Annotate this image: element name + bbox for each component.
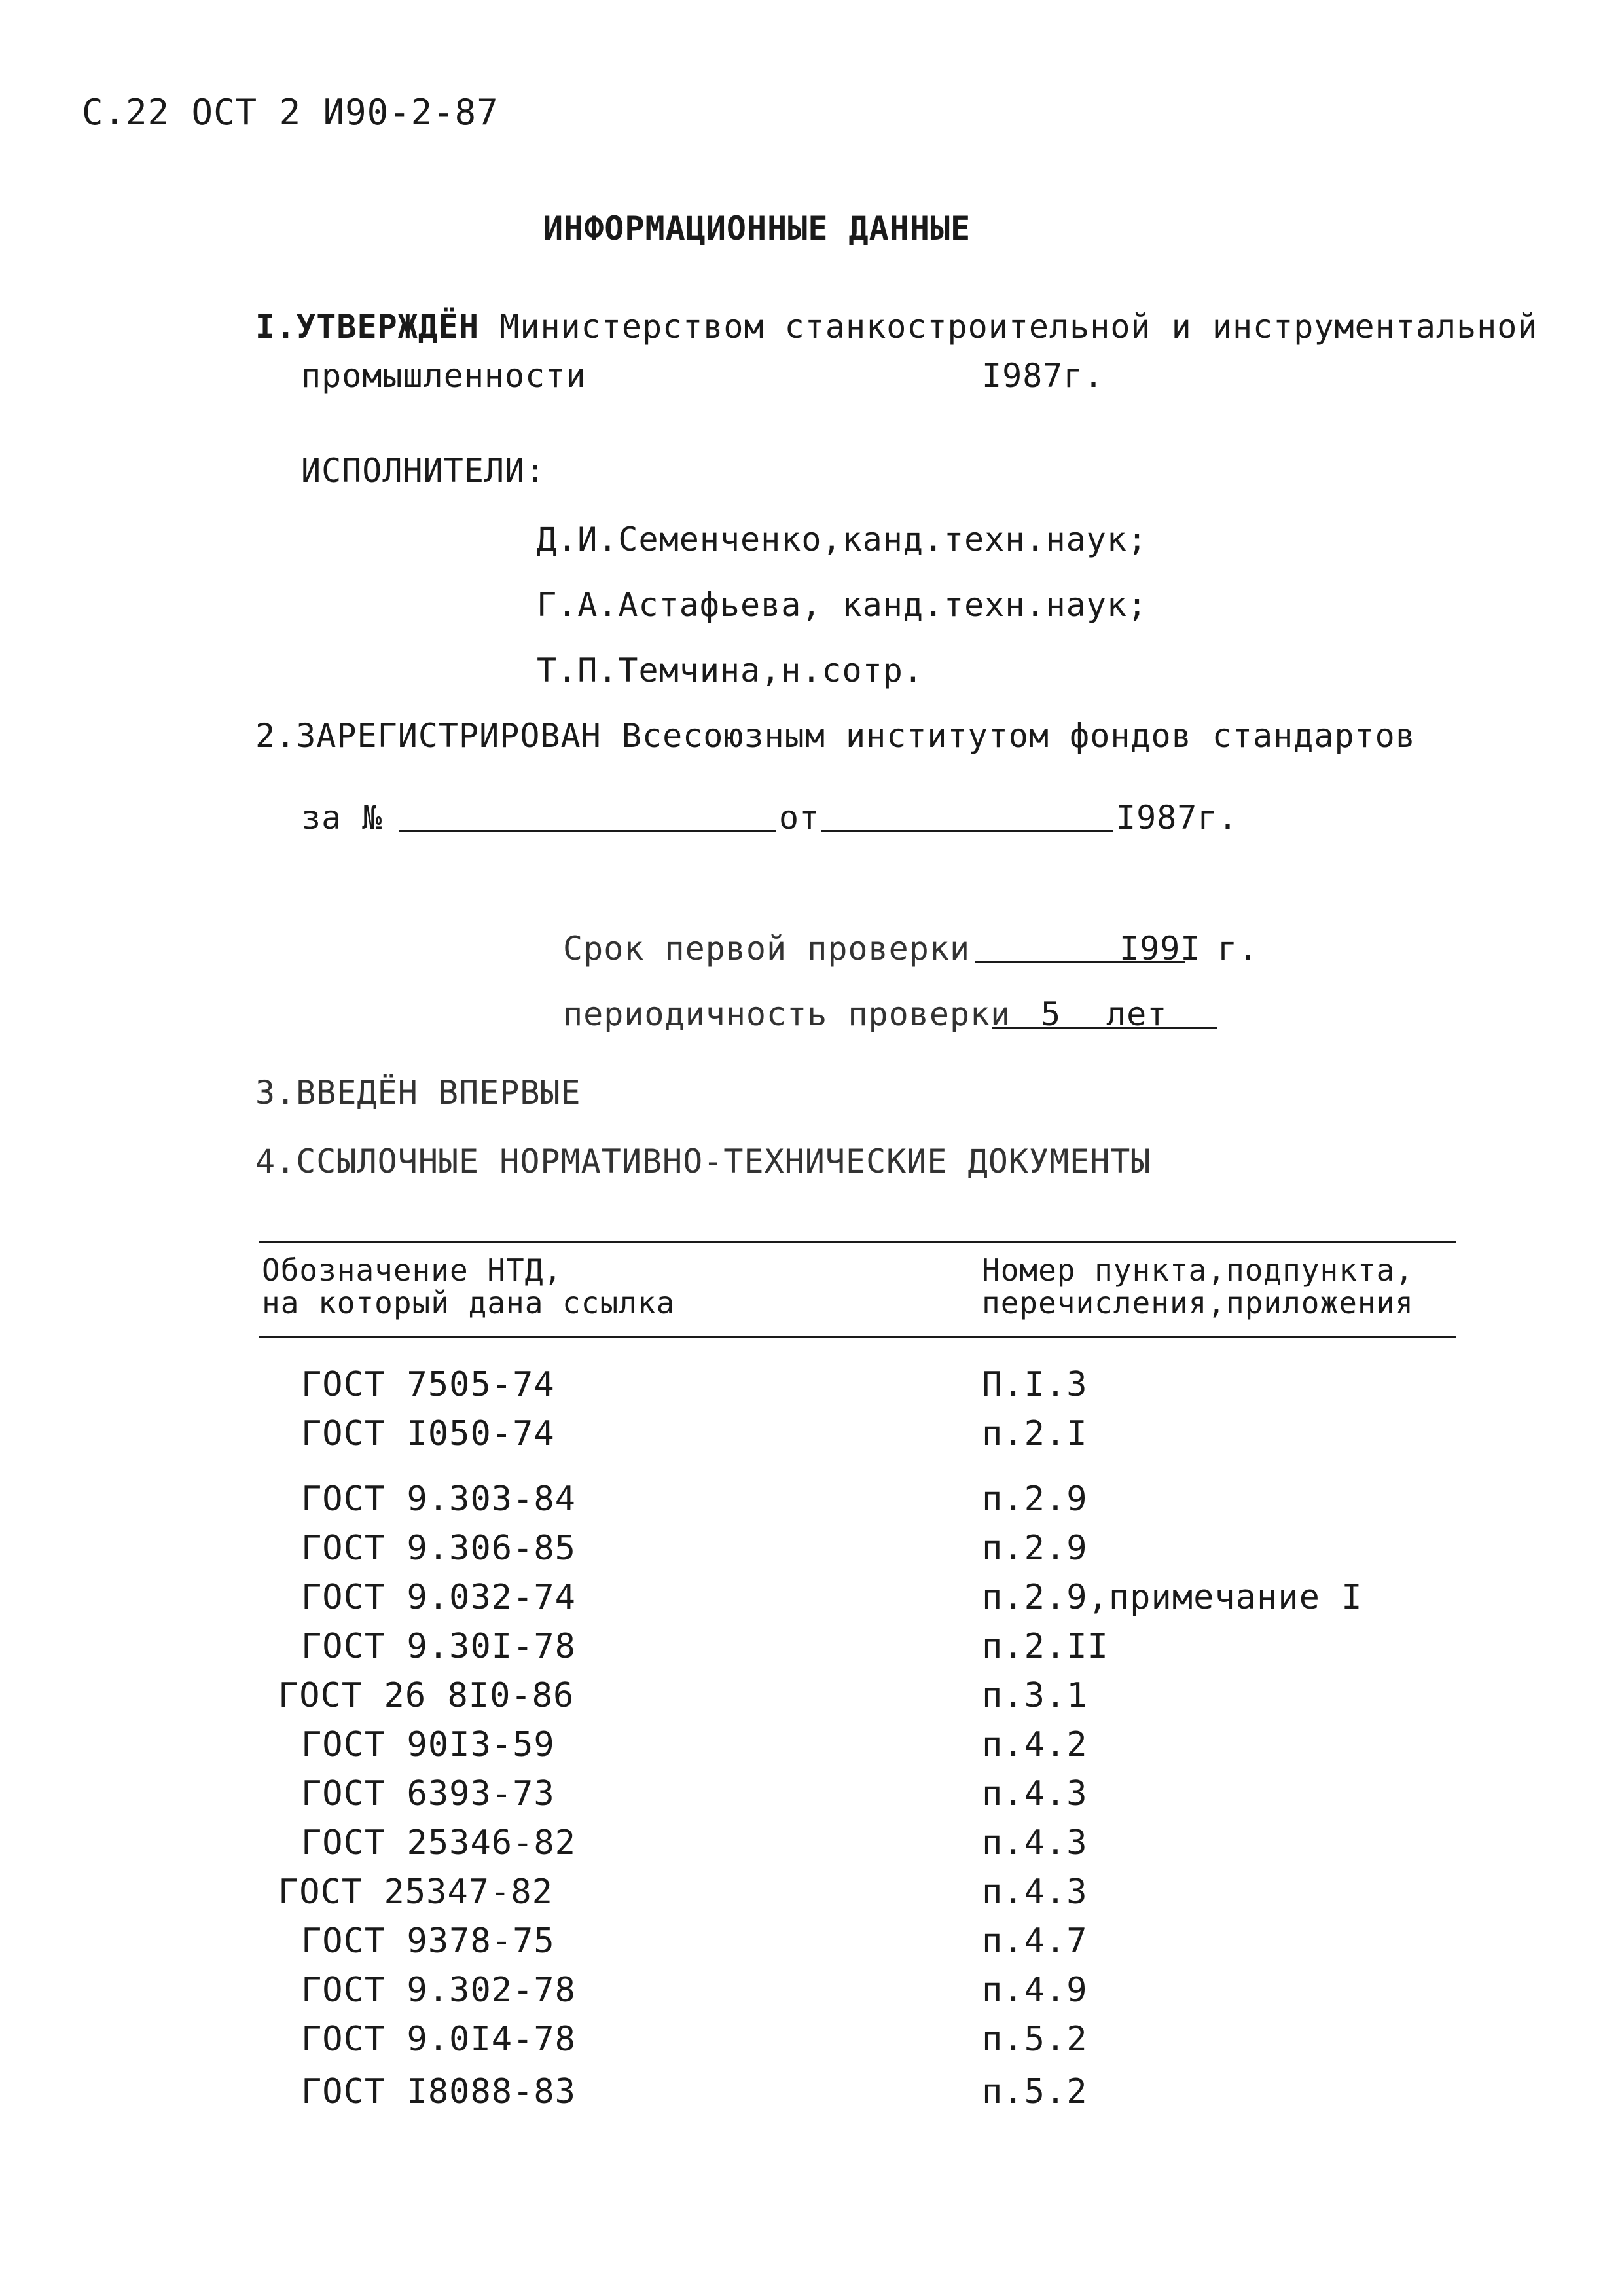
row-document: ГОСТ I8088-83 bbox=[301, 2072, 576, 2111]
row-reference: п.4.3 bbox=[982, 1774, 1088, 1813]
row-document: ГОСТ I050-74 bbox=[301, 1414, 555, 1453]
row-reference: п.4.2 bbox=[982, 1725, 1088, 1764]
item1-label: I.УТВЕРЖДЁН bbox=[255, 308, 480, 346]
table-header-col1 bbox=[262, 1254, 675, 1319]
registration-number-label: за № bbox=[301, 799, 383, 837]
item3: 3.ВВЕДЁН ВПЕРВЫЕ bbox=[255, 1074, 581, 1112]
item1-text: Министерством станкостроительной и инструментальной bbox=[499, 308, 1538, 346]
row-document: ГОСТ 9.302-78 bbox=[301, 1971, 576, 2010]
row-document: ГОСТ 26 8I0-86 bbox=[278, 1676, 575, 1715]
row-document: ГОСТ 9.303-84 bbox=[301, 1480, 576, 1519]
row-document: ГОСТ 9.032-74 bbox=[301, 1578, 576, 1617]
row-reference: п.2.II bbox=[982, 1627, 1109, 1666]
table-header-col2-line1: Номер пункта,подпункта, bbox=[982, 1252, 1414, 1288]
executor-3: Т.П.Темчина,н.сотр. bbox=[537, 651, 924, 689]
review-period-value: 5 bbox=[1041, 995, 1062, 1033]
first-review-year: I99I bbox=[1119, 930, 1201, 968]
item2-text: Всесоюзным институтом фондов стандартов bbox=[621, 717, 1416, 755]
row-reference: п.4.9 bbox=[982, 1971, 1088, 2010]
executor-2: Г.А.Астафьева, канд.техн.наук; bbox=[537, 586, 1148, 624]
item1-year: I987г. bbox=[982, 357, 1104, 395]
row-reference: п.4.3 bbox=[982, 1872, 1088, 1912]
table-header-col1-line2: на который дана ссылка bbox=[262, 1285, 676, 1321]
row-reference: п.5.2 bbox=[982, 2072, 1088, 2111]
first-review-label: Срок первой проверки bbox=[563, 930, 971, 968]
row-document: ГОСТ 9.0I4-78 bbox=[301, 2020, 576, 2059]
registration-from-label: от bbox=[779, 799, 820, 837]
row-reference: п.2.9 bbox=[982, 1480, 1088, 1519]
row-document: ГОСТ 25347-82 bbox=[278, 1872, 553, 1912]
row-reference: п.2.I bbox=[982, 1414, 1088, 1453]
executors-label: ИСПОЛНИТЕЛИ: bbox=[301, 452, 546, 490]
row-document: ГОСТ 90I3-59 bbox=[301, 1725, 555, 1764]
review-period-blank bbox=[992, 1027, 1217, 1029]
row-reference: п.4.7 bbox=[982, 1922, 1088, 1961]
registration-year: I987г. bbox=[1116, 799, 1238, 837]
registration-number-blank bbox=[399, 830, 776, 832]
row-reference: п.4.3 bbox=[982, 1823, 1088, 1863]
row-document: ГОСТ 6393-73 bbox=[301, 1774, 555, 1813]
review-period-unit: лет bbox=[1106, 995, 1168, 1033]
row-reference: п.5.2 bbox=[982, 2020, 1088, 2059]
table-header-col2 bbox=[982, 1254, 1414, 1319]
first-review-suffix: г. bbox=[1217, 930, 1259, 968]
row-reference: П.I.3 bbox=[982, 1365, 1088, 1404]
item2-line bbox=[255, 717, 1416, 755]
table-header-rule bbox=[259, 1336, 1456, 1338]
item1-text2: промышленности bbox=[301, 357, 586, 395]
table-header-col2-line2: перечисления,приложения bbox=[982, 1285, 1414, 1321]
row-reference: п.3.1 bbox=[982, 1676, 1088, 1715]
executor-1: Д.И.Семенченко,канд.техн.наук; bbox=[537, 520, 1148, 558]
document-title: ИНФОРМАЦИОННЫЕ ДАННЫЕ bbox=[543, 210, 971, 247]
row-document: ГОСТ 9.306-85 bbox=[301, 1529, 576, 1568]
item2-label: 2.ЗАРЕГИСТРИРОВАН bbox=[255, 717, 602, 755]
table-top-rule bbox=[259, 1241, 1456, 1243]
item1-line1 bbox=[255, 308, 1538, 346]
registration-date-blank bbox=[821, 830, 1113, 832]
row-document: ГОСТ 7505-74 bbox=[301, 1365, 555, 1404]
row-reference: п.2.9,примечание I bbox=[982, 1578, 1363, 1617]
table-header-col1-line1: Обозначение НТД, bbox=[262, 1252, 563, 1288]
item4: 4.ССЫЛОЧНЫЕ НОРМАТИВНО-ТЕХНИЧЕСКИЕ ДОКУМЕНТЫ bbox=[255, 1142, 1151, 1180]
row-document: ГОСТ 9.30I-78 bbox=[301, 1627, 576, 1666]
review-period-label: периодичность проверки bbox=[563, 995, 1011, 1033]
row-reference: п.2.9 bbox=[982, 1529, 1088, 1568]
page-reference: С.22 ОСТ 2 И90-2-87 bbox=[82, 92, 499, 133]
row-document: ГОСТ 25346-82 bbox=[301, 1823, 576, 1863]
row-document: ГОСТ 9378-75 bbox=[301, 1922, 555, 1961]
